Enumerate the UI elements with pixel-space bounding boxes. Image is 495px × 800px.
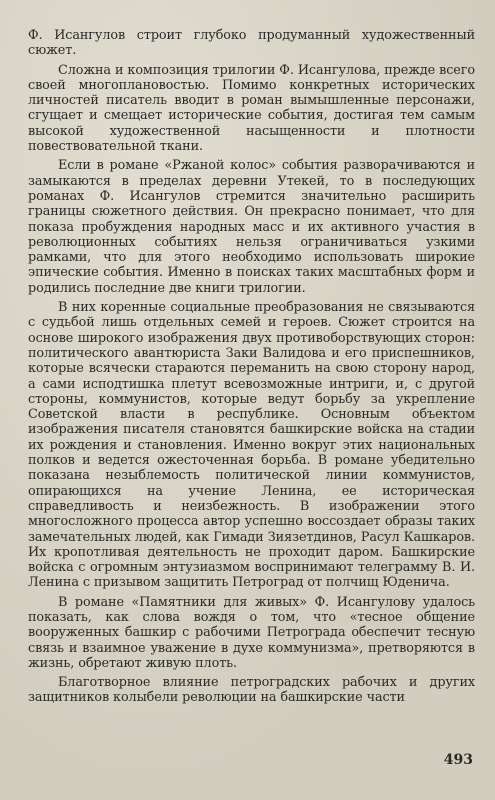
paragraph-composition: Сложна и композиция трилогии Ф. Исангулова, прежде всего своей многоплановостью. Помимо конкретных исторических личностей писатель вводит в роман вымышленные персонажи, сгущает и смещает исторические события, достигая тем самым высокой художественной насыщенности и плотности повествовательной ткани. bbox=[28, 62, 475, 155]
paragraph-pamyatniki: В романе «Памятники для живых» Ф. Исангулову удалось показать, как слова вождя о том, что «тесное общение вооруженных башкир с рабочими Петрограда обеспечит тесную связь и взаимное уважение в духе коммунизма», претворяются в жизнь, обретают живую плоть. bbox=[28, 594, 475, 671]
paragraph-social-transformations: В них коренные социальные преобразования не связываются с судьбой лишь отдельных семей и героев. Сюжет строится на основе широкого изображения двух противоборствующих сторон: политического авантюриста Заки Валидова и его приспешников, которые всячески стараются переманить на свою сторону народ, а сами исподтишка плетут всевозможные интриги, и, с другой стороны, коммунистов, которые ведут борьбу за укрепление Советской власти в республике. Основным объектом изображения писателя становятся башкирские войска на стадии их рождения и становления. Именно вокруг этих национальных полков и ведется ожесточенная борьба. В романе убедительно показана незыблемость политической линии коммунистов, опирающихся на учение Ленина, ее историческая справедливость и неизбежность. В изображении этого многосложного процесса автор успешно воссоздает образы таких замечательных людей, как Гимади Зиязетдинов, Расул Кашкаров. Их кропотливая деятельность не проходит даром. Башкирские войска с огромным энтузиазмом воспринимают телеграмму В. И. Ленина с призывом защитить Петроград от полчищ Юденича. bbox=[28, 300, 475, 591]
page-number: 493 bbox=[443, 752, 473, 768]
paragraph-sujet: Ф. Исангулов строит глубоко продуманный художественный сюжет. bbox=[28, 28, 475, 59]
paragraph-rzhanoy-kolos: Если в романе «Ржаной колос» события разворачиваются и замыкаются в пределах деревни Утекей, то в последующих романах Ф. Исангулов стремится значительно расширить границы сюжетного действия. Он прекрасно понимает, что для показа пробуждения народных масс и их активного участия в революционных событиях нельзя ограничиваться узкими рамками, что для этого необходимо использовать широкие эпические события. Именно в поисках таких масштабных форм и родились последние две книги трилогии. bbox=[28, 158, 475, 296]
book-page bbox=[28, 28, 475, 772]
paragraph-petrograd-influence: Благотворное влияние петроградских рабочих и других защитников колыбели революции на башкирские части bbox=[28, 675, 475, 706]
